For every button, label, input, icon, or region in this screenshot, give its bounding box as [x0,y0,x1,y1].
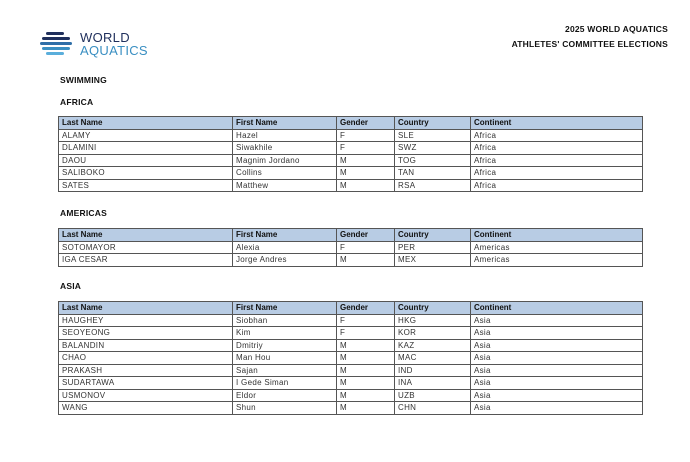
table-cell: RSA [395,179,471,192]
table-row [59,402,643,415]
table-cell: MEX [395,254,471,267]
discipline-title: SWIMMING [60,75,107,85]
table-row [59,339,643,352]
table-cell: Africa [471,129,643,142]
group-table-africa [58,116,642,192]
table-row [59,167,643,180]
table-cell: INA [395,377,471,390]
world-aquatics-logo [40,30,148,58]
table-cell: Asia [471,314,643,327]
table-cell: F [337,241,395,254]
athlete-table [58,228,643,267]
table-cell: SEOYEONG [59,327,233,340]
table-row [59,241,643,254]
header-subtitle: ATHLETES' COMMITTEE ELECTIONS [511,39,668,49]
document-header [512,22,668,52]
column-header: Continent [471,117,643,130]
group-table-americas [58,228,642,267]
table-cell: Asia [471,402,643,415]
table-header-row [59,117,643,130]
table-cell: M [337,154,395,167]
table-cell: M [337,377,395,390]
table-cell: Asia [471,352,643,365]
column-header: First Name [233,302,337,315]
table-cell: M [337,364,395,377]
table-row [59,154,643,167]
table-header-row [59,229,643,242]
table-cell: M [337,352,395,365]
table-cell: TAN [395,167,471,180]
table-cell: Sajan [233,364,337,377]
group-title-africa: AFRICA [60,97,94,107]
table-cell: Asia [471,364,643,377]
table-cell: BALANDIN [59,339,233,352]
table-cell: Asia [471,389,643,402]
column-header: Continent [471,302,643,315]
column-header: Last Name [59,302,233,315]
table-cell: HAUGHEY [59,314,233,327]
table-cell: SALIBOKO [59,167,233,180]
table-cell: M [337,402,395,415]
column-header: First Name [233,229,337,242]
table-row [59,314,643,327]
table-cell: SLE [395,129,471,142]
column-header: Country [395,117,471,130]
table-cell: M [337,254,395,267]
table-cell: Dmitriy [233,339,337,352]
logo-text-aquatics: AQUATICS [80,43,148,58]
table-cell: Americas [471,254,643,267]
table-cell: ALAMY [59,129,233,142]
table-cell: SUDARTAWA [59,377,233,390]
table-cell: PRAKASH [59,364,233,377]
column-header: Last Name [59,229,233,242]
table-cell: Magnim Jordano [233,154,337,167]
table-row [59,352,643,365]
table-cell: Africa [471,167,643,180]
table-cell: Eldor [233,389,337,402]
table-cell: Matthew [233,179,337,192]
table-cell: UZB [395,389,471,402]
table-cell: M [337,179,395,192]
table-cell: F [337,327,395,340]
table-cell: PER [395,241,471,254]
table-row [59,129,643,142]
table-cell: Collins [233,167,337,180]
table-cell: SWZ [395,142,471,155]
table-cell: Siobhan [233,314,337,327]
table-cell: CHAO [59,352,233,365]
table-cell: DAOU [59,154,233,167]
column-header: Gender [337,302,395,315]
table-row [59,254,643,267]
table-cell: Hazel [233,129,337,142]
table-cell: M [337,167,395,180]
table-cell: F [337,129,395,142]
table-row [59,364,643,377]
athlete-table [58,301,643,415]
table-cell: Shun [233,402,337,415]
table-row [59,142,643,155]
table-cell: Alexia [233,241,337,254]
athlete-table [58,116,643,192]
table-row [59,389,643,402]
table-cell: I Gede Siman [233,377,337,390]
column-header: Gender [337,229,395,242]
table-row [59,179,643,192]
table-cell: KAZ [395,339,471,352]
column-header: Continent [471,229,643,242]
table-cell: DLAMINI [59,142,233,155]
table-cell: Americas [471,241,643,254]
column-header: First Name [233,117,337,130]
group-table-asia [58,301,642,415]
table-cell: SOTOMAYOR [59,241,233,254]
table-cell: Kim [233,327,337,340]
table-cell: USMONOV [59,389,233,402]
world-aquatics-logo-icon [40,30,74,58]
column-header: Gender [337,117,395,130]
table-cell: HKG [395,314,471,327]
group-title-asia: ASIA [60,281,82,291]
table-cell: KOR [395,327,471,340]
header-title: 2025 WORLD AQUATICS [565,24,668,34]
logo-text-world: WORLD [80,30,130,45]
table-cell: Africa [471,142,643,155]
table-cell: Africa [471,179,643,192]
table-cell: MAC [395,352,471,365]
table-cell: Man Hou [233,352,337,365]
column-header: Country [395,302,471,315]
table-cell: Siwakhile [233,142,337,155]
column-header: Last Name [59,117,233,130]
table-header-row [59,302,643,315]
table-row [59,377,643,390]
table-cell: Asia [471,339,643,352]
table-cell: Africa [471,154,643,167]
table-cell: Asia [471,377,643,390]
column-header: Country [395,229,471,242]
table-cell: M [337,389,395,402]
table-cell: CHN [395,402,471,415]
table-cell: WANG [59,402,233,415]
table-cell: TOG [395,154,471,167]
table-cell: SATES [59,179,233,192]
table-cell: F [337,314,395,327]
table-row [59,327,643,340]
table-cell: F [337,142,395,155]
group-title-americas: AMERICAS [60,208,107,218]
table-cell: M [337,339,395,352]
table-cell: IND [395,364,471,377]
table-cell: Asia [471,327,643,340]
table-cell: IGA CESAR [59,254,233,267]
table-cell: Jorge Andres [233,254,337,267]
